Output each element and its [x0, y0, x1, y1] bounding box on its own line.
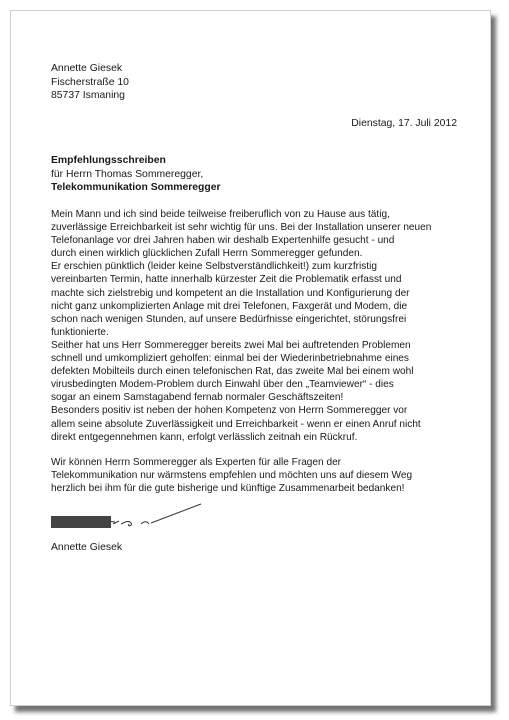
recipient-line: für Herrn Thomas Sommeregger,: [51, 168, 204, 180]
body-line: sogar an einem Samstagabend fernab normaler Geschäftszeiten!: [51, 392, 344, 404]
subject-block: [51, 154, 221, 195]
body-line: schon nach wenigen Stunden, auf unsere Bedürfnisse eingerichtet, störungsfrei: [51, 313, 407, 325]
sender-address: [51, 62, 129, 103]
body-paragraph-1: [51, 208, 463, 444]
signature-name: Annette Giesek: [51, 542, 123, 553]
sender-street: Fischerstraße 10: [51, 76, 129, 88]
signature: [51, 502, 211, 532]
body-line: herzlich bei ihm für die gute bisherige und künftige Zusammenarbeit bedanken!: [51, 482, 405, 494]
body-line: machte sich zielstrebig und kompetent an die Installation und Konfigurierung der: [51, 287, 410, 299]
body-line: vereinbarten Termin, hatte innerhalb kürzester Zeit die Problematik erfasst und: [51, 274, 402, 286]
body-line: direkt entgegennehmen kann, erfolgt verlässlich zeitnah ein Rückruf.: [51, 431, 358, 443]
letter-page: [10, 10, 491, 706]
body-line: defekten Mobilteils durch einen telefonischen Rat, das zweite Mal bei einem wohl: [51, 366, 414, 378]
letter-title: Empfehlungsschreiben: [51, 155, 166, 166]
body-line: virusbedingten Modem-Problem durch Einwahl über den „Teamviewer“ - dies: [51, 379, 394, 391]
sender-name: Annette Giesek: [51, 63, 123, 74]
letter-body: [51, 208, 463, 495]
body-line: Telekommunikation nur wärmstens empfehlen und möchten uns auf diesem Weg: [51, 469, 413, 481]
body-line: Seither hat uns Herr Sommeregger bereits zwei Mal bei auftretenden Problemen: [51, 339, 411, 351]
letter-date: Dienstag, 17. Juli 2012: [351, 118, 457, 129]
body-line: allem seine absolute Zuverlässigkeit und Erreichbarkeit - wenn er einen Anruf nicht: [51, 418, 421, 430]
body-line: Telefonanlage vor drei Jahren haben wir deshalb Expertenhilfe gesucht - und: [51, 235, 395, 247]
body-line: Mein Mann und ich sind beide teilweise freiberuflich von zu Hause aus tätig,: [51, 209, 390, 220]
body-line: durch einen wirklich glücklichen Zufall Herrn Sommeregger gefunden.: [51, 248, 363, 260]
sender-city: 85737 Ismaning: [51, 90, 125, 102]
body-line: Besonders positiv ist neben der hohen Kompetenz von Herrn Sommeregger vor: [51, 405, 408, 417]
body-line: funktionierte.: [51, 326, 109, 338]
company-name: Telekommunikation Sommeregger: [51, 182, 221, 193]
body-line: schnell und umkompliziert geholfen: einmal bei der Wiederinbetriebnahme eines: [51, 353, 409, 365]
body-line: zuverlässige Erreichbarkeit ist sehr wichtig für uns. Bei der Installation unserer neuen: [51, 222, 432, 234]
body-line: Er erschien pünktlich (leider keine Selbstverständlichkeit!) zum kurzfristig: [51, 261, 377, 273]
body-paragraph-2: [51, 456, 463, 495]
body-line: nicht ganz unkomplizierten Anlage mit drei Telefonen, Faxgerät und Modem, die: [51, 300, 408, 312]
redaction-bar: [51, 516, 111, 528]
body-line: Wir können Herrn Sommeregger als Experten für alle Fragen der: [51, 456, 342, 468]
